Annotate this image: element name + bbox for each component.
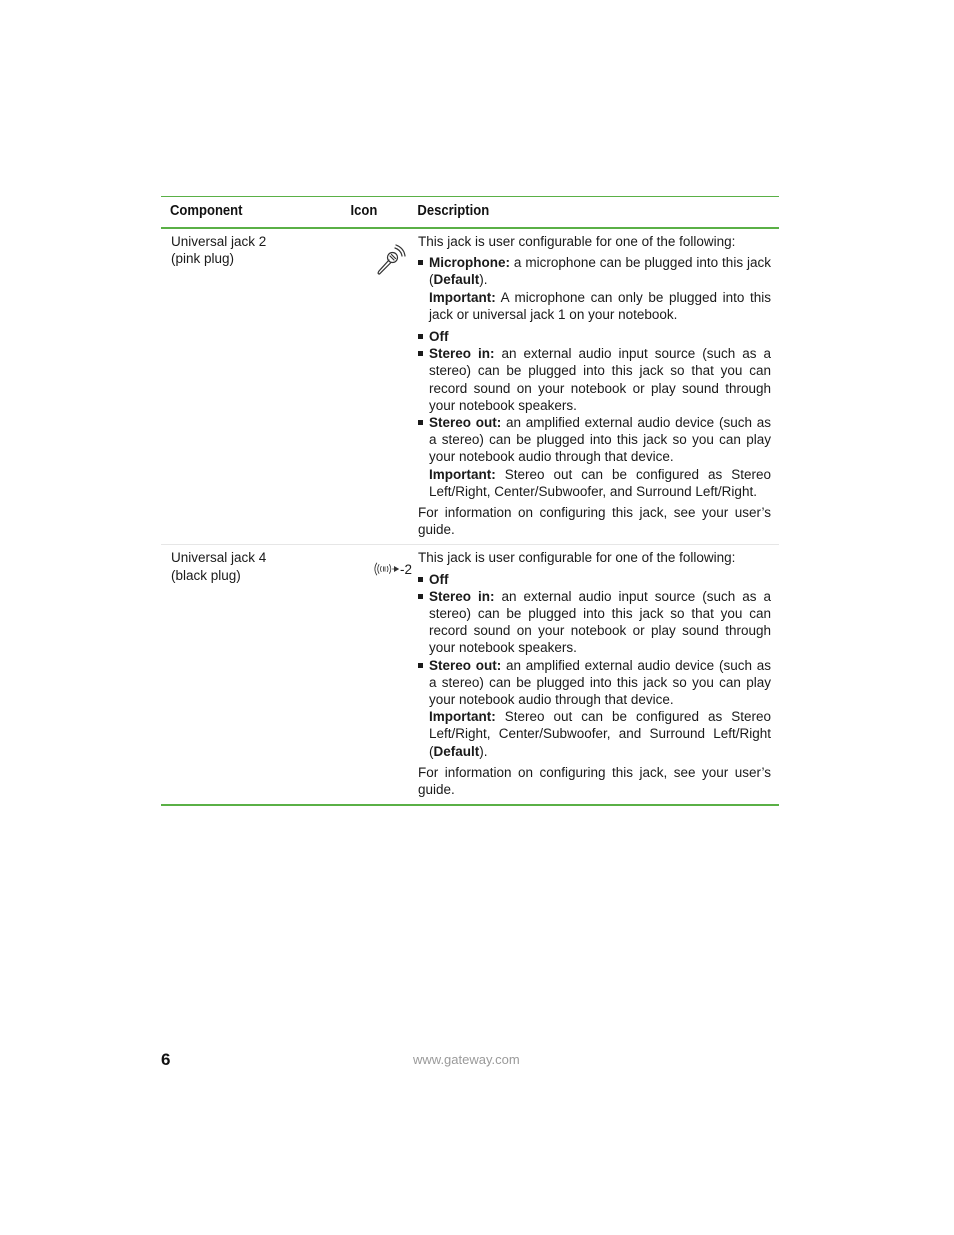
description-cell: [412, 545, 779, 805]
description-outro: For information on configuring this jack, see your user’s guide.: [418, 505, 771, 538]
default-label: Default: [433, 743, 480, 759]
component-plug: (black plug): [171, 567, 241, 583]
option-text: an external audio input source (such as a stereo) can be plugged into this jack so that you can record sound on your notebook or play sound through your notebook speakers.: [429, 588, 772, 656]
option-label: Stereo out:: [429, 657, 502, 673]
table-row: [161, 228, 779, 545]
header-row: [161, 197, 779, 229]
option-text: an amplified external audio device (such as a stereo) can be plugged into this jack so you can play your notebook audio through that device.: [429, 657, 771, 708]
icon-cell: [346, 545, 412, 805]
option-text: an amplified external audio device (such as a stereo) can be plugged into this jack so you can play your notebook audio through that device.: [429, 415, 771, 465]
option-text: ).: [479, 272, 488, 288]
important-label: Important:: [429, 466, 496, 482]
list-item: [418, 571, 771, 588]
important-text: ).: [479, 743, 488, 759]
option-label: Stereo out:: [429, 415, 502, 431]
list-item: [418, 657, 771, 760]
table-row: [161, 545, 779, 805]
icon-suffix: -2: [399, 561, 412, 577]
component-table: [161, 196, 779, 806]
important-note: [429, 289, 771, 323]
description-outro: For information on configuring this jack, see your user’s guide.: [418, 764, 771, 798]
icon-cell: [346, 228, 412, 545]
option-label: Off: [429, 329, 449, 345]
list-item: [418, 328, 771, 345]
description-cell: [412, 228, 779, 545]
component-name: Universal jack 4: [171, 550, 267, 566]
option-label: Stereo in:: [429, 346, 495, 362]
option-label: Stereo in:: [429, 588, 495, 604]
option-label: Microphone:: [429, 255, 510, 271]
option-text: an external audio input source (such as a stereo) can be plugged into this jack so that you can record sound on your notebook or play sound through your notebook speakers.: [429, 346, 772, 413]
option-label: Off: [429, 571, 449, 587]
important-text: A microphone can only be plugged into this jack or universal jack 1 on your notebook.: [429, 289, 771, 322]
list-item: [418, 414, 771, 500]
important-label: Important:: [429, 289, 496, 305]
important-text: Stereo out can be configured as Stereo Left/Right, Center/Subwoofer, and Surround Left/Right.: [429, 466, 771, 499]
speaker-icon-group: [373, 558, 412, 580]
list-item: [418, 254, 771, 323]
list-item: [418, 588, 771, 657]
list-item: [418, 345, 771, 414]
option-text: a microphone can be plugged into this jack (: [429, 255, 771, 288]
page-number: 6: [161, 1050, 171, 1069]
component-name: Universal jack 2: [171, 234, 267, 249]
header-description: Description: [412, 197, 742, 229]
default-label: Default: [433, 272, 480, 288]
important-note: [429, 466, 771, 500]
options-list: [418, 571, 771, 760]
component-cell: [161, 228, 346, 545]
header-component: Component: [161, 197, 328, 229]
important-label: Important:: [429, 709, 496, 725]
component-plug: (pink plug): [171, 251, 235, 267]
microphone-icon: [373, 243, 407, 277]
speaker-output-icon: [373, 558, 400, 580]
important-note: [429, 708, 771, 760]
header-icon: Icon: [346, 197, 405, 229]
component-cell: [161, 545, 346, 805]
footer-url[interactable]: www.gateway.com: [413, 1052, 520, 1067]
description-intro: This jack is user configurable for one of the following:: [418, 234, 736, 249]
important-text: Stereo out can be configured as Stereo Left/Right, Center/Subwoofer, and Surround Left/Right (: [429, 709, 771, 759]
description-intro: This jack is user configurable for one of the following:: [418, 550, 736, 566]
options-list: [418, 254, 771, 500]
